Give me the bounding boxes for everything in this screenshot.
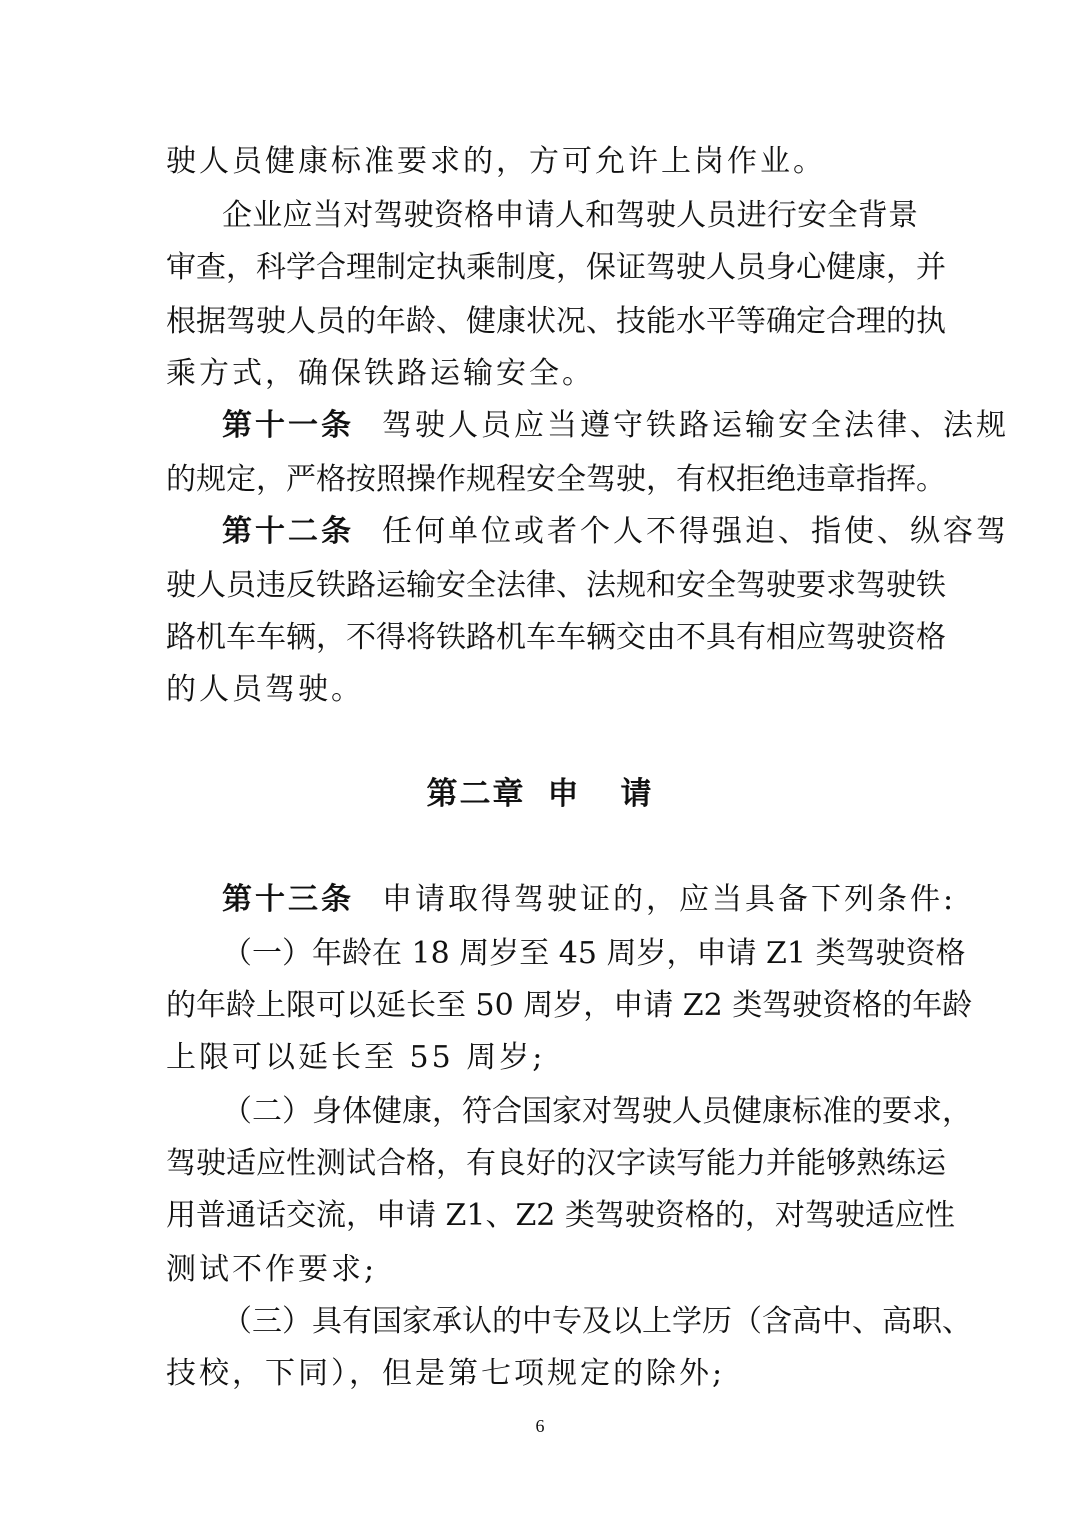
article-12-line <box>222 512 1009 552</box>
paragraph-line: 审查，科学合理制定执乘制度，保证驾驶人员身心健康，并 <box>166 250 946 285</box>
chapter-number: 第二章 <box>426 776 526 812</box>
paragraph-line: 的规定，严格按照操作规程安全驾驶，有权拒绝违章指挥。 <box>166 462 946 497</box>
article-label: 第十二条 <box>222 514 354 549</box>
paragraph-line: 企业应当对驾驶资格申请人和驾驶人员进行安全背景 <box>222 198 918 233</box>
paragraph-line: （二）身体健康，符合国家对驾驶人员健康标准的要求， <box>222 1094 972 1129</box>
article-label: 第十一条 <box>222 408 354 443</box>
article-label: 第十三条 <box>222 882 354 917</box>
paragraph-line: （一）年龄在 18 周岁至 45 周岁，申请 Z1 类驾驶资格 <box>222 936 966 971</box>
paragraph-line: 驾驶适应性测试合格，有良好的汉字读写能力并能够熟练运 <box>166 1146 946 1181</box>
paragraph-line: 路机车车辆，不得将铁路机车车辆交由不具有相应驾驶资格 <box>166 620 946 655</box>
article-text: 任何单位或者个人不得强迫、指使、纵容驾 <box>382 514 1009 549</box>
paragraph-line: 的人员驾驶。 <box>166 672 364 707</box>
paragraph-line: 的年龄上限可以延长至 50 周岁，申请 Z2 类驾驶资格的年龄 <box>166 988 973 1023</box>
chapter-title-char: 申 <box>547 776 581 812</box>
page-number: 6 <box>535 1416 545 1436</box>
paragraph-line: 乘方式，确保铁路运输安全。 <box>166 356 595 391</box>
paragraph-line: 根据驾驶人员的年龄、健康状况、技能水平等确定合理的执 <box>166 304 946 339</box>
paragraph-line: 技校，下同），但是第七项规定的除外; <box>166 1356 726 1391</box>
paragraph-line: 驶人员违反铁路运输安全法律、法规和安全驾驶要求驾驶铁 <box>166 568 946 603</box>
paragraph-line: 用普通话交流，申请 Z1、Z2 类驾驶资格的，对驾驶适应性 <box>166 1198 955 1233</box>
article-11-line <box>222 406 1009 446</box>
article-text: 申请取得驾驶证的，应当具备下列条件: <box>382 882 957 917</box>
article-13-line <box>222 880 957 920</box>
article-text: 驾驶人员应当遵守铁路运输安全法律、法规 <box>382 408 1009 443</box>
paragraph-line: （三）具有国家承认的中专及以上学历（含高中、高职、 <box>222 1304 972 1339</box>
chapter-heading <box>0 774 1080 814</box>
paragraph-line: 测试不作要求; <box>166 1252 378 1287</box>
chapter-title-char: 请 <box>620 776 654 812</box>
paragraph-line: 上限可以延长至 55 周岁; <box>166 1040 546 1075</box>
paragraph-line: 驶人员健康标准要求的，方可允许上岗作业。 <box>166 144 826 179</box>
